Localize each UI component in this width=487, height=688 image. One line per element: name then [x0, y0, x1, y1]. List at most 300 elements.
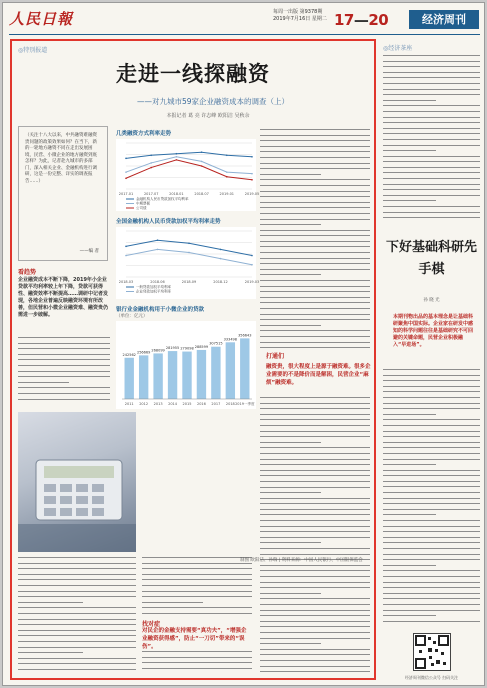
masthead-rule — [9, 34, 480, 35]
text-line — [383, 565, 436, 566]
text-line — [260, 246, 370, 247]
text-line — [383, 537, 480, 538]
text-line — [383, 481, 480, 482]
text-line — [260, 163, 370, 164]
section-badge: 经济周刊 — [409, 10, 479, 29]
x-tick-label: 2018.12 — [213, 280, 228, 284]
text-line — [260, 224, 321, 225]
bar — [125, 358, 134, 399]
text-line — [260, 514, 370, 515]
x-tick-label: 2018.09 — [181, 280, 197, 284]
x-tick-label: 2016 — [196, 402, 206, 406]
text-line — [260, 319, 370, 320]
qr-code[interactable] — [413, 633, 451, 671]
text-line — [383, 570, 480, 571]
body-text-col3-a — [260, 129, 370, 357]
newspaper-logo: 人民日報 — [9, 10, 74, 28]
text-line — [260, 459, 370, 460]
text-line — [18, 596, 136, 597]
data-point — [157, 249, 159, 251]
x-tick-label: 2019.03 — [244, 280, 260, 284]
text-line — [260, 475, 370, 476]
text-line — [142, 607, 252, 608]
text-line — [260, 498, 370, 499]
bar-value-label: 356643 — [238, 333, 252, 338]
text-line — [142, 668, 252, 669]
text-line — [383, 66, 480, 67]
article-subhead: ——对九城市59家企业融资成本的调查（上） — [136, 97, 290, 106]
text-line — [383, 167, 480, 168]
text-line — [260, 638, 370, 639]
text-line — [383, 89, 480, 90]
legend-label: 企业贷款加权平均利率 — [136, 289, 171, 294]
legend-label: 中期票据 — [136, 201, 150, 206]
chart1-title: 几类融资方式利率走势 — [116, 131, 172, 137]
text-line — [18, 337, 110, 338]
text-line — [18, 376, 110, 377]
data-point — [251, 255, 253, 257]
text-line — [18, 359, 110, 360]
text-line — [260, 542, 321, 543]
text-line — [383, 161, 480, 162]
text-line — [260, 615, 370, 616]
body-text-col1-b — [18, 557, 136, 677]
text-line — [142, 613, 252, 614]
text-line — [18, 579, 136, 580]
text-line — [260, 431, 370, 432]
text-line — [383, 156, 480, 157]
text-line — [383, 380, 480, 381]
text-line — [18, 635, 136, 636]
text-line — [260, 509, 370, 510]
text-line — [383, 391, 480, 392]
text-line — [383, 587, 480, 588]
text-line — [260, 263, 370, 264]
text-line — [18, 557, 136, 558]
text-line — [383, 514, 436, 515]
text-line — [383, 419, 480, 420]
section-label-unblock: 打通们 — [266, 353, 285, 360]
text-line — [18, 348, 110, 349]
text-line — [142, 591, 252, 592]
calculator-display — [44, 466, 114, 478]
text-line — [260, 235, 370, 236]
text-line — [18, 624, 136, 625]
bar — [211, 347, 220, 399]
text-line — [383, 128, 480, 129]
text-line — [383, 122, 480, 123]
text-line — [260, 570, 370, 571]
text-line — [142, 557, 252, 558]
text-line — [383, 133, 480, 134]
text-line — [383, 442, 480, 443]
text-line — [260, 174, 321, 175]
issue-info — [273, 9, 327, 23]
text-line — [260, 481, 370, 482]
text-line — [18, 343, 110, 344]
section-label-diagnose: 找对症 — [142, 621, 161, 628]
text-line — [260, 598, 370, 599]
text-line — [260, 157, 370, 158]
data-point — [150, 154, 152, 156]
bar-value-label: 281955 — [165, 346, 180, 351]
text-line — [383, 408, 480, 409]
right-kicker: ◎经济茶座 — [383, 45, 413, 52]
right-column-article[interactable] — [383, 39, 480, 680]
text-line — [260, 587, 370, 588]
text-line — [383, 425, 480, 426]
legend-label: 一般贷款加权平均利率 — [136, 285, 171, 289]
chart1-line-chart — [116, 139, 260, 211]
text-line — [383, 200, 436, 201]
chart3-bar-chart — [116, 321, 256, 409]
text-line — [383, 598, 480, 599]
text-line — [260, 213, 370, 214]
text-line — [383, 604, 480, 605]
text-line — [260, 191, 370, 192]
text-line — [383, 369, 480, 370]
text-line — [260, 576, 370, 577]
text-line — [142, 662, 252, 663]
text-line — [383, 453, 480, 454]
body-text-col2-c — [142, 651, 252, 677]
text-line — [142, 568, 252, 569]
chart-caption: 制图 欧阳洁、孙瑞 | 资料来源：中国人民银行、中国银保监会 — [240, 558, 363, 563]
text-line — [260, 425, 370, 426]
data-point — [176, 156, 178, 158]
text-line — [383, 431, 480, 432]
text-line — [383, 184, 480, 185]
article-kicker: ◎特别报道 — [18, 47, 48, 54]
text-line — [142, 657, 252, 658]
issue-line-2: 2019年7月16日 星期二 — [273, 16, 327, 22]
chart3-title: 银行业金融机构用于小微企业的贷款 — [116, 307, 205, 313]
text-line — [142, 574, 252, 575]
text-line — [260, 593, 321, 594]
text-line — [383, 554, 480, 555]
text-line — [383, 503, 480, 504]
text-line — [260, 537, 370, 538]
text-line — [383, 436, 480, 437]
data-point — [125, 246, 127, 248]
editor-note-author: ——编 者 — [79, 249, 99, 254]
text-line — [383, 77, 480, 78]
text-line — [18, 591, 136, 592]
qr-caption: 经济周刊微信公众号 扫码关注 — [404, 675, 459, 680]
text-line — [18, 602, 83, 603]
data-point — [251, 156, 253, 158]
x-tick-label: 2019.05 — [244, 192, 260, 196]
bar — [182, 352, 191, 399]
main-article[interactable] — [10, 39, 376, 680]
text-line — [383, 486, 480, 487]
calculator-photo — [18, 412, 136, 552]
text-line — [18, 387, 110, 388]
text-line — [260, 196, 370, 197]
text-line — [383, 559, 480, 560]
text-line — [383, 145, 480, 146]
x-tick-label: 2018.01 — [169, 192, 184, 196]
text-line — [383, 615, 436, 616]
chart2-title: 全国金融机构人民币贷款加权平均利率走势 — [116, 219, 221, 225]
text-line — [18, 658, 136, 659]
text-line — [383, 139, 480, 140]
text-line — [260, 129, 370, 130]
text-line — [383, 195, 480, 196]
text-line — [383, 498, 480, 499]
text-line — [383, 610, 480, 611]
text-line — [260, 269, 370, 270]
data-point — [226, 176, 228, 178]
chart3-unit: （单位：亿元） — [116, 314, 148, 319]
text-line — [260, 548, 370, 549]
text-line — [18, 382, 69, 383]
text-line — [260, 442, 321, 443]
x-tick-label: 2012 — [139, 402, 149, 406]
text-line — [383, 100, 436, 101]
text-line — [260, 140, 370, 141]
text-line — [260, 230, 370, 231]
text-line — [260, 179, 370, 180]
text-line — [260, 135, 370, 136]
bar-value-label: 256669 — [136, 350, 151, 355]
bar — [139, 355, 148, 399]
text-line — [260, 520, 370, 521]
data-point — [220, 258, 222, 260]
text-line — [260, 565, 370, 566]
x-tick-label: 2019一季度 — [235, 402, 255, 406]
data-point — [125, 255, 127, 257]
x-tick-label: 2013 — [153, 402, 163, 406]
text-line — [383, 542, 480, 543]
text-line — [383, 178, 480, 179]
text-line — [260, 403, 370, 404]
text-line — [383, 509, 480, 510]
text-line — [260, 487, 370, 488]
text-line — [260, 308, 370, 309]
data-point — [176, 153, 178, 155]
text-line — [383, 464, 436, 465]
text-line — [383, 111, 480, 112]
text-line — [260, 202, 370, 203]
text-line — [260, 336, 370, 337]
text-line — [260, 207, 370, 208]
text-line — [260, 342, 370, 343]
text-line — [260, 464, 370, 465]
text-line — [18, 399, 110, 400]
right-body-text-bottom — [383, 369, 480, 627]
data-point — [150, 167, 152, 169]
text-line — [142, 602, 203, 603]
text-line — [383, 414, 436, 415]
text-line — [142, 651, 252, 652]
data-point — [201, 165, 203, 167]
text-line — [383, 212, 480, 213]
text-line — [142, 563, 252, 564]
text-line — [383, 403, 480, 404]
x-tick-label: 2017.07 — [143, 192, 159, 196]
x-tick-label: 2018.06 — [150, 280, 165, 284]
text-line — [383, 621, 480, 622]
text-line — [260, 302, 370, 303]
x-tick-label: 2017.01 — [118, 192, 134, 196]
bar — [226, 342, 235, 399]
text-line — [260, 531, 370, 532]
text-line — [260, 503, 370, 504]
text-line — [260, 241, 370, 242]
text-line — [383, 459, 480, 460]
text-line — [260, 219, 370, 220]
text-line — [383, 531, 480, 532]
text-line — [260, 649, 370, 650]
editor-note-text: （关注十八大以来，中共融资难融资贵问题的政策效果如何？在当下，新的一轮地方融资不同在走出发展困境，民营、小微企业的地方融资到底怎样？为此，记者赴九城市的多部门，深入相关企业、金融机构进行调研，这是一份完整、详实的调查报告……） — [25, 133, 97, 184]
right-body-text-top — [383, 55, 480, 225]
text-line — [260, 666, 370, 667]
text-line — [260, 325, 321, 326]
body-text-col1-a — [18, 337, 110, 409]
bar-value-label: 333498 — [223, 337, 238, 342]
text-line — [260, 286, 370, 287]
text-line — [260, 274, 321, 275]
data-point — [201, 151, 203, 153]
data-point — [226, 171, 228, 173]
text-line — [260, 151, 370, 152]
text-line — [260, 347, 370, 348]
text-line — [18, 563, 136, 564]
text-line — [260, 610, 370, 611]
text-line — [383, 150, 436, 151]
bar — [240, 338, 249, 399]
text-line — [260, 492, 321, 493]
data-point — [176, 159, 178, 161]
text-line — [260, 252, 370, 253]
bottom-highlight-quote: 对民企的金融支持需要“真功夫”，“增强企业融资获得感”，防止“一刀切”带来的“误伤”。 — [142, 628, 247, 650]
text-line — [260, 671, 370, 672]
text-line — [260, 526, 370, 527]
text-line — [142, 579, 252, 580]
x-tick-label: 2018.07 — [194, 192, 209, 196]
right-author: 孙 晓 光 — [423, 298, 440, 303]
data-point — [125, 177, 127, 179]
text-line — [260, 643, 321, 644]
right-lede: 本期刊物出品的基本理念是让基础科研聚焦中国实际。企业家在研发中感知的科学问题往往是基础研究不可回避的关键命题，民营企业积极融入“早进场”。 — [393, 314, 474, 348]
text-line — [383, 117, 480, 118]
text-line — [383, 105, 480, 106]
text-line — [260, 626, 370, 627]
text-line — [142, 596, 252, 597]
bar-value-label: 307515 — [209, 341, 223, 346]
sidebar-highlight-quote: 融资贵，很大程度上是源于融资难。很多企业需要的不是降价而是解困，民营企业“麻烦”融资难。 — [266, 364, 371, 386]
data-point — [125, 158, 127, 160]
x-tick-label: 2019.01 — [219, 192, 235, 196]
x-tick-label: 2017 — [211, 402, 221, 406]
text-line — [18, 574, 136, 575]
text-line — [18, 585, 136, 586]
page-range-separator: — — [353, 11, 369, 29]
bar — [153, 353, 162, 399]
text-line — [383, 83, 480, 84]
text-line — [260, 654, 370, 655]
section-label-trend: 看趋势 — [18, 269, 37, 276]
article-byline: 本报记者 葛 亮 许志峰 欧阳洁 吴秋余 — [166, 113, 250, 119]
bar-value-label: 288599 — [194, 344, 209, 349]
article-headline: 走进一线探融资 — [116, 61, 270, 86]
data-point — [226, 154, 228, 156]
right-headline: 下好基础科研先手棋 — [385, 240, 477, 277]
x-tick-label: 2011 — [124, 402, 134, 406]
text-line — [18, 354, 110, 355]
text-line — [383, 492, 480, 493]
text-line — [383, 375, 480, 376]
text-line — [260, 168, 370, 169]
text-line — [383, 217, 480, 218]
bar — [168, 351, 177, 399]
text-line — [383, 55, 480, 56]
text-line — [260, 408, 370, 409]
text-line — [383, 206, 480, 207]
text-line — [260, 397, 370, 398]
page-range — [334, 11, 388, 29]
editor-note — [18, 126, 108, 261]
page-range-start: 17 — [334, 11, 354, 29]
text-line — [383, 548, 480, 549]
document-stack — [18, 524, 136, 552]
text-line — [260, 436, 370, 437]
text-line — [383, 576, 480, 577]
text-line — [260, 419, 370, 420]
text-line — [260, 582, 370, 583]
bar — [197, 350, 206, 399]
text-line — [142, 585, 252, 586]
body-text-col3-b — [260, 397, 370, 677]
text-line — [260, 330, 370, 331]
text-line — [383, 526, 480, 527]
text-line — [260, 604, 370, 605]
x-tick-label: 2014 — [168, 402, 178, 406]
text-line — [383, 386, 480, 387]
data-point — [220, 249, 222, 251]
text-line — [260, 453, 370, 454]
calculator-illustration — [18, 412, 136, 552]
text-line — [383, 397, 480, 398]
text-line — [18, 669, 136, 670]
masthead — [3, 3, 484, 37]
text-line — [260, 297, 370, 298]
bar-value-label: 242562 — [122, 352, 136, 357]
text-line — [18, 647, 136, 648]
text-line — [18, 663, 136, 664]
text-line — [260, 280, 370, 281]
text-line — [260, 185, 370, 186]
text-line — [260, 621, 370, 622]
bar-value-label: 279098 — [180, 346, 194, 351]
text-line — [383, 582, 480, 583]
text-line — [260, 146, 370, 147]
data-point — [251, 173, 253, 175]
text-line — [260, 470, 370, 471]
text-line — [18, 568, 136, 569]
text-line — [383, 447, 480, 448]
text-line — [260, 414, 370, 415]
data-point — [188, 242, 190, 244]
newspaper-page — [2, 2, 485, 686]
text-line — [383, 593, 480, 594]
text-line — [383, 470, 480, 471]
text-line — [260, 258, 370, 259]
text-line — [260, 660, 370, 661]
text-line — [18, 613, 136, 614]
text-line — [18, 365, 110, 366]
